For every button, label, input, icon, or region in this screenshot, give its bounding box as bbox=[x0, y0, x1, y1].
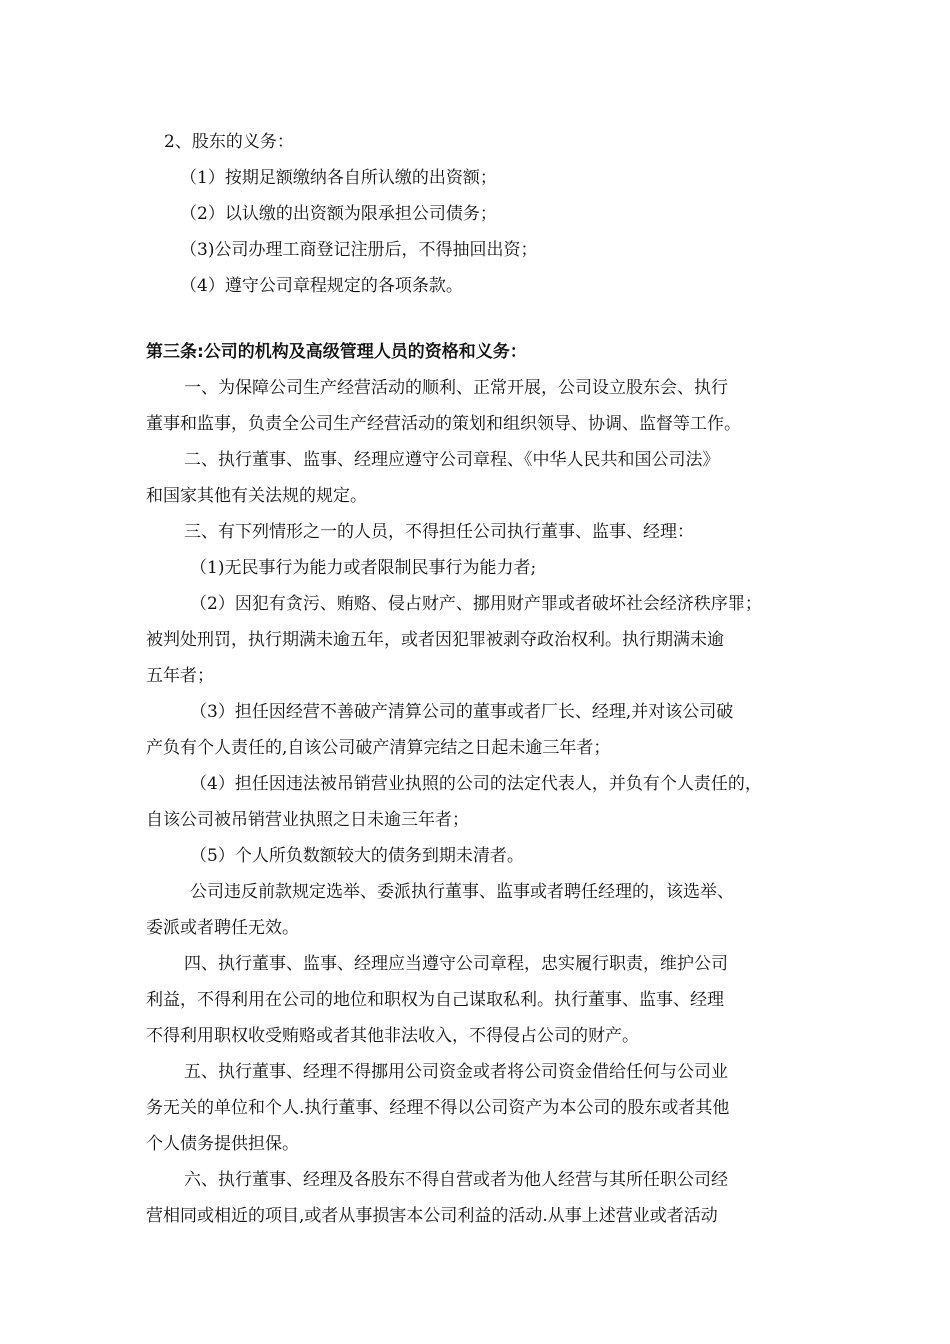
paragraph-line: 五、执行董事、经理不得挪用公司资金或者将公司资金借给任何与公司业 bbox=[184, 1062, 728, 1082]
paragraph-line: 个人债务提供担保。 bbox=[146, 1134, 299, 1154]
paragraph-line: 务无关的单位和个人.执行董事、经理不得以公司资产为本公司的股东或者其他 bbox=[146, 1098, 730, 1118]
article-heading: 第三条:公司的机构及高级管理人员的资格和义务： bbox=[146, 342, 527, 362]
paragraph-line: 四、执行董事、监事、经理应当遵守公司章程，忠实履行职责，维护公司 bbox=[184, 954, 728, 974]
paragraph-line: 营相同或相近的项目,或者从事损害本公司利益的活动.从事上述营业或者活动 bbox=[146, 1206, 718, 1226]
paragraph-four bbox=[146, 946, 806, 1054]
paragraph-line: 委派或者聘任无效。 bbox=[146, 918, 299, 938]
paragraph-two bbox=[146, 442, 806, 514]
paragraph-three: 三、有下列情形之一的人员，不得担任公司执行董事、监事、经理： bbox=[184, 522, 694, 542]
disqualification-item-3 bbox=[146, 694, 806, 766]
list-item: （4）遵守公司章程规定的各项条款。 bbox=[180, 276, 463, 296]
paragraph-line: 利益，不得利用在公司的地位和职权为自己谋取私利。执行董事、监事、经理 bbox=[146, 990, 724, 1010]
list-item: （2）以认缴的出资额为限承担公司债务； bbox=[180, 204, 497, 224]
paragraph-line: 五年者； bbox=[146, 666, 214, 686]
paragraph-line: 和国家其他有关法规的规定。 bbox=[146, 486, 367, 506]
disqualification-item-5: （5）个人所负数额较大的债务到期未清者。 bbox=[190, 846, 524, 866]
paragraph-line: （2）因犯有贪污、贿赂、侵占财产、挪用财产罪或者破坏社会经济秩序罪； bbox=[190, 594, 762, 614]
paragraph-one bbox=[146, 370, 806, 442]
paragraph-line: 自该公司被吊销营业执照之日未逾三年者； bbox=[146, 810, 469, 830]
paragraph-line: 一、为保障公司生产经营活动的顺利、正常开展，公司设立股东会、执行 bbox=[184, 378, 728, 398]
disqualification-item-2 bbox=[146, 586, 806, 694]
paragraph-void-appointment bbox=[146, 874, 806, 946]
paragraph-line: 产负有个人责任的,自该公司破产清算完结之日起未逾三年者； bbox=[146, 738, 611, 758]
paragraph-line: 二、执行董事、监事、经理应遵守公司章程、《中华人民共和国公司法》 bbox=[184, 450, 720, 470]
section-gap bbox=[146, 304, 806, 334]
disqualification-item-1: （1)无民事行为能力或者限制民事行为能力者; bbox=[190, 558, 537, 578]
paragraph-line: 六、执行董事、经理及各股东不得自营或者为他人经营与其所任职公司经 bbox=[184, 1170, 728, 1190]
paragraph-line: （4）担任因违法被吊销营业执照的公司的法定代表人，并负有个人责任的， bbox=[190, 774, 762, 794]
document-body bbox=[146, 124, 806, 1234]
paragraph-line: 不得利用职权收受贿赂或者其他非法收入，不得侵占公司的财产。 bbox=[146, 1026, 639, 1046]
list-item: （3)公司办理工商登记注册后，不得抽回出资； bbox=[180, 240, 538, 260]
paragraph-line: （3）担任因经营不善破产清算公司的董事或者厂长、经理,并对该公司破 bbox=[190, 702, 734, 722]
paragraph-line: 公司违反前款规定选举、委派执行董事、监事或者聘任经理的，该选举、 bbox=[190, 882, 734, 902]
paragraph-line: 董事和监事，负责全公司生产经营活动的策划和组织领导、协调、监督等工作。 bbox=[146, 414, 741, 434]
paragraph-six bbox=[146, 1162, 806, 1234]
section-shareholder-obligations bbox=[146, 124, 806, 304]
disqualification-item-4 bbox=[146, 766, 806, 838]
article-three bbox=[146, 334, 806, 1234]
section-title: 2、股东的义务： bbox=[164, 132, 294, 152]
paragraph-five bbox=[146, 1054, 806, 1162]
list-item: （1）按期足额缴纳各自所认缴的出资额； bbox=[180, 168, 497, 188]
paragraph-line: 被判处刑罚，执行期满未逾五年，或者因犯罪被剥夺政治权利。执行期满未逾 bbox=[146, 630, 724, 650]
